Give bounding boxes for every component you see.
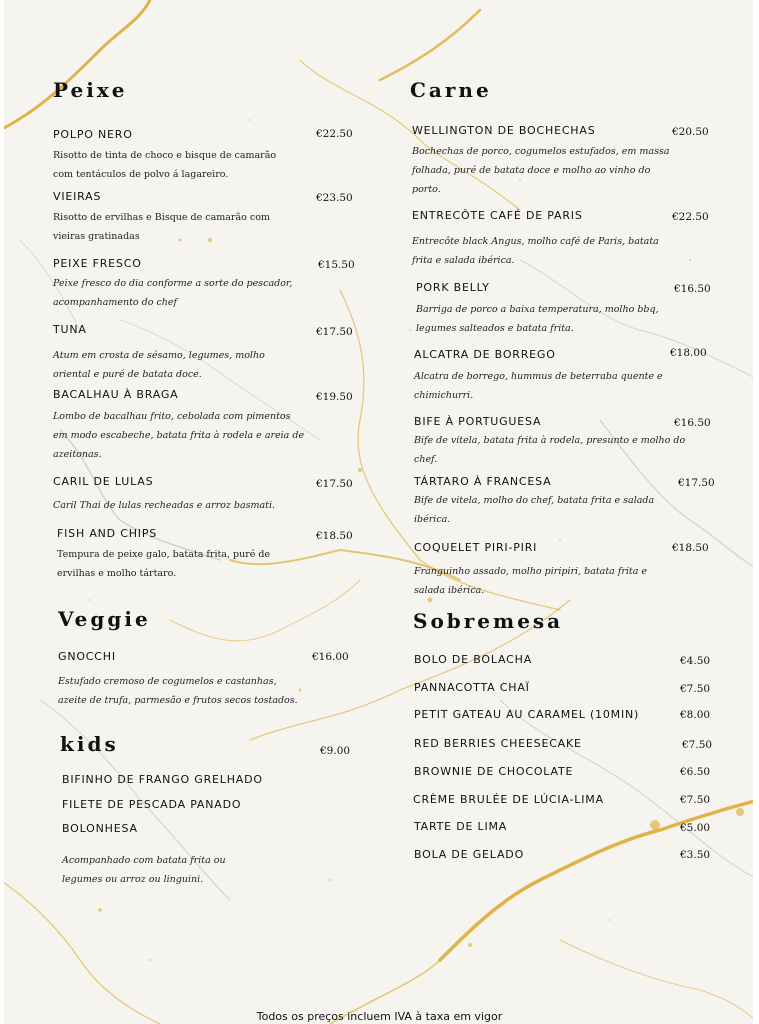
carne-item-price: €16.50: [674, 283, 711, 295]
carne-item-desc: Franguinho assado, molho piripiri, batata frita e salada ibérica.: [414, 566, 648, 596]
carne-item-name: ALCATRA DE BORREGO: [414, 348, 556, 361]
sobremesa-item-name: PETIT GATEAU AU CARAMEL (10MIN): [414, 708, 640, 721]
peixe-item-desc: Peixe fresco do dia conforme a sorte do pescador, acompanhamento do chef: [53, 278, 293, 308]
peixe-item-name: POLPO NERO: [53, 128, 133, 141]
peixe-item-price: €18.50: [316, 530, 353, 542]
sobremesa-item-price: €7.50: [680, 683, 711, 695]
peixe-item-name: VIEIRAS: [53, 190, 102, 203]
section-title-peixe: Peixe: [53, 78, 128, 102]
sobremesa-item-name: CRÈME BRULÉE DE LÚCIA-LIMA: [413, 793, 604, 806]
peixe-item-name: BACALHAU À BRAGA: [53, 388, 179, 401]
peixe-item-desc: Tempura de peixe galo, batata frita, puré de ervilhas e molho tártaro.: [57, 549, 271, 579]
peixe-item-price: €19.50: [316, 391, 353, 403]
section-title-veggie: Veggie: [58, 607, 151, 631]
peixe-item-price: €17.50: [316, 326, 353, 338]
peixe-item-desc: Risotto de ervilhas e Bisque de camarão com vieiras gratinadas: [53, 212, 270, 242]
peixe-item-desc: Atum em crosta de sésamo, legumes, molho oriental e puré de batata doce.: [53, 350, 265, 380]
kids-item-name: FILETE DE PESCADA PANADO: [62, 798, 242, 811]
sobremesa-item-price: €7.50: [682, 739, 713, 751]
peixe-item-name: FISH AND CHIPS: [57, 527, 158, 540]
carne-item-desc: Bife de vitela, molho do chef, batata frita e salada ibérica.: [414, 495, 655, 525]
carne-item-price: €20.50: [672, 126, 709, 138]
section-title-kids: kids: [60, 732, 119, 756]
section-title-carne: Carne: [410, 78, 492, 102]
footer-vat-note: Todos os preços incluem IVA à taxa em vigor: [256, 1010, 503, 1023]
peixe-item-desc: Risotto de tinta de choco e bisque de camarão com tentáculos de polvo á lagareiro.: [53, 150, 277, 180]
veggie-item-price: €16.00: [312, 651, 349, 663]
peixe-item-price: €17.50: [316, 478, 353, 490]
kids-price: €9.00: [320, 745, 351, 757]
page-edge-right: [753, 0, 759, 1024]
carne-item-desc: Alcatra de borrego, hummus de beterraba quente e chimichurri.: [414, 371, 663, 401]
carne-item-desc: Barriga de porco a baixa temperatura, molho bbq, legumes salteados e batata frita.: [416, 304, 659, 334]
carne-item-name: BIFE À PORTUGUESA: [414, 415, 542, 428]
peixe-item-price: €23.50: [316, 192, 353, 204]
sobremesa-item-name: BROWNIE DE CHOCOLATE: [414, 765, 574, 778]
carne-item-desc: Bife de vitela, batata frita à rodela, presunto e molho do chef.: [414, 435, 686, 465]
carne-item-price: €22.50: [672, 211, 709, 223]
peixe-item-desc: Lombo de bacalhau frito, cebolada com pimentos em modo escabeche, batata frita à rodela e areia de azeitonas.: [53, 411, 305, 460]
carne-item-price: €18.50: [672, 542, 709, 554]
sobremesa-item-price: €5.00: [680, 822, 711, 834]
carne-item-name: ENTRECÔTE CAFÉ DE PARIS: [412, 209, 583, 222]
sobremesa-item-name: TARTE DE LIMA: [414, 820, 508, 833]
peixe-item-desc: Caril Thai de lulas recheadas e arroz basmati.: [53, 500, 276, 511]
sobremesa-item-price: €6.50: [680, 766, 711, 778]
peixe-item-price: €15.50: [318, 259, 355, 271]
kids-note: Acompanhado com batata frita ou legumes ou arroz ou linguini.: [62, 855, 226, 885]
carne-item-name: TÁRTARO À FRANCESA: [414, 475, 552, 488]
sobremesa-item-price: €4.50: [680, 655, 711, 667]
veggie-item-desc: Estufado cremoso de cogumelos e castanhas, azeite de trufa, parmesão e frutos secos tostados.: [58, 676, 298, 706]
carne-item-price: €16.50: [674, 417, 711, 429]
section-title-sobremesa: Sobremesa: [413, 609, 564, 633]
carne-item-name: WELLINGTON DE BOCHECHAS: [412, 124, 596, 137]
sobremesa-item-name: RED BERRIES CHEESECAKE: [414, 737, 582, 750]
carne-item-name: COQUELET PIRI-PIRI: [414, 541, 538, 554]
peixe-item-name: CARIL DE LULAS: [53, 475, 154, 488]
peixe-item-name: TUNA: [53, 323, 87, 336]
carne-item-price: €18.00: [670, 347, 707, 359]
kids-item-name: BIFINHO DE FRANGO GRELHADO: [62, 773, 263, 786]
peixe-item-price: €22.50: [316, 128, 353, 140]
peixe-item-name: PEIXE FRESCO: [53, 257, 142, 270]
carne-item-desc: Bochechas de porco, cogumelos estufados, em massa folhada, puré de batata doce e molho ao vinho do porto.: [412, 146, 670, 195]
sobremesa-item-name: PANNACOTTA CHAÏ: [414, 681, 530, 694]
kids-item-name: BOLONHESA: [62, 822, 138, 835]
sobremesa-item-price: €8.00: [680, 709, 711, 721]
sobremesa-item-name: BOLO DE BOLACHA: [414, 653, 533, 666]
page-edge-left: [0, 0, 4, 1024]
carne-item-desc: Entrecôte black Angus, molho café de Paris, batata frita e salada ibérica.: [412, 236, 659, 266]
sobremesa-item-price: €3.50: [680, 849, 711, 861]
sobremesa-item-name: BOLA DE GELADO: [414, 848, 525, 861]
carne-item-price: €17.50: [678, 477, 715, 489]
sobremesa-item-price: €7.50: [680, 794, 711, 806]
veggie-item-name: GNOCCHI: [58, 650, 116, 663]
carne-item-name: PORK BELLY: [416, 281, 490, 294]
